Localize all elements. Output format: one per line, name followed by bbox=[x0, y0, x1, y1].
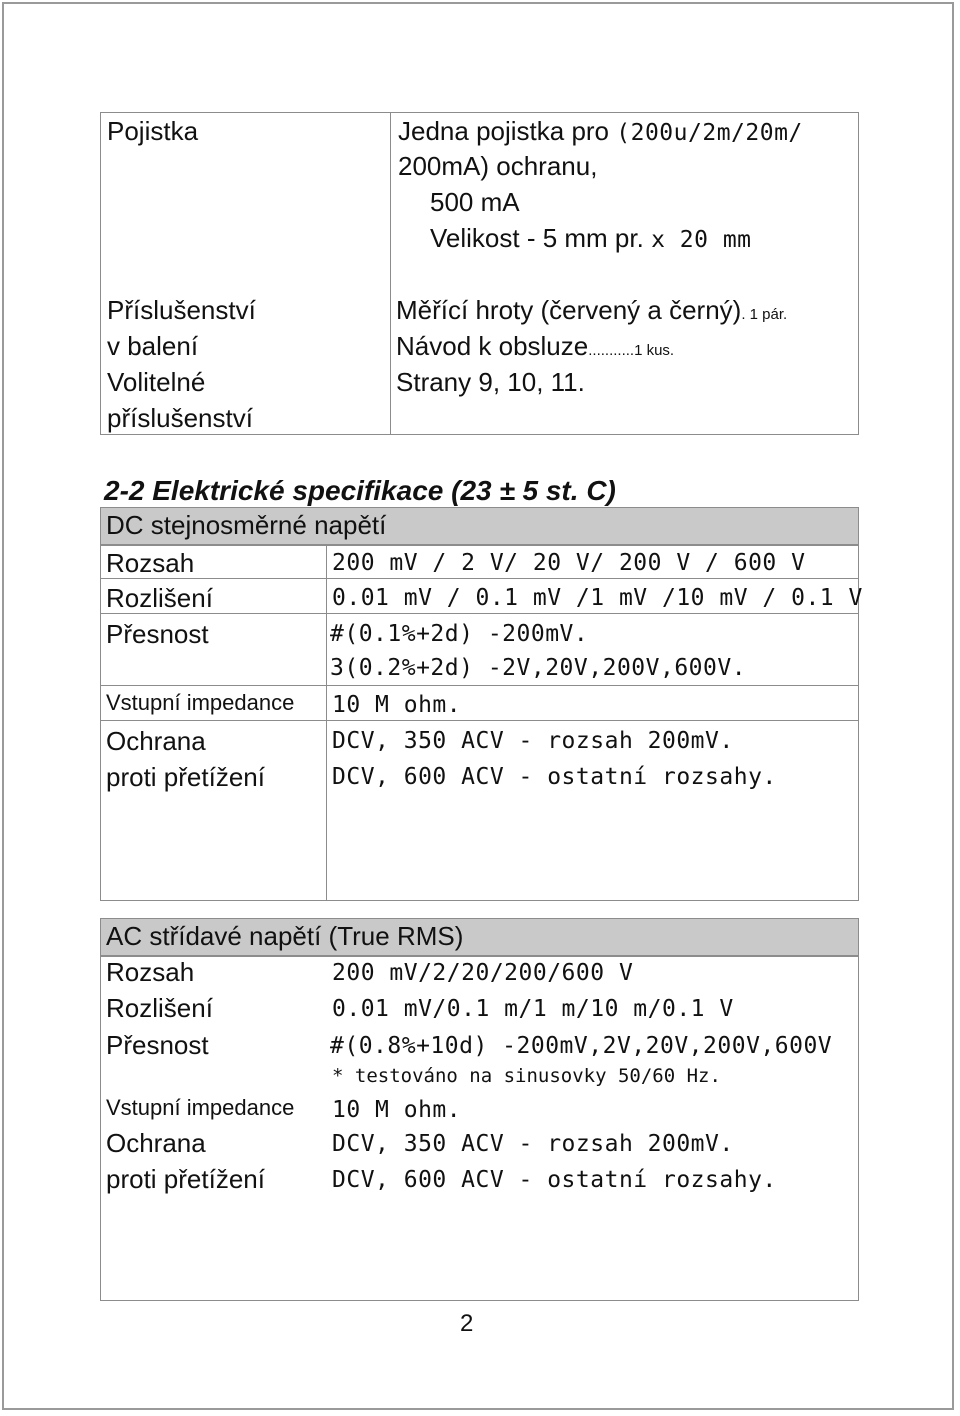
dc-column-divider bbox=[326, 545, 327, 901]
dc-row-divider bbox=[100, 685, 859, 686]
fuse-label: Pojistka bbox=[107, 116, 199, 146]
section-title: 2-2 Elektrické specifikace (23 ± 5 st. C) bbox=[104, 475, 616, 506]
ac-protection-label-1: Ochrana bbox=[106, 1128, 206, 1158]
ac-accuracy-label: Přesnost bbox=[106, 1030, 209, 1060]
dc-impedance-label: Vstupní impedance bbox=[106, 690, 295, 715]
dc-protection-label-2: proti přetížení bbox=[106, 762, 265, 792]
accessories-line-2-qty: ...........1 kus. bbox=[588, 342, 675, 359]
accessories-line-2 bbox=[396, 331, 674, 362]
ac-impedance-value: 10 M ohm. bbox=[332, 1097, 462, 1123]
fuse-line-1 bbox=[398, 116, 803, 147]
dc-range-label: Rozsah bbox=[106, 548, 195, 578]
dc-resolution-label: Rozlišení bbox=[106, 583, 213, 613]
dc-protection-value-1: DCV, 350 ACV - rozsah 200mV. bbox=[332, 728, 734, 754]
ac-protection-value-1: DCV, 350 ACV - rozsah 200mV. bbox=[332, 1131, 734, 1157]
accessories-line-1 bbox=[396, 295, 787, 326]
dc-header: DC stejnosměrné napětí bbox=[106, 510, 387, 540]
fuse-line-1-spec: (200u/2m/20m/ bbox=[616, 120, 803, 146]
ac-protection-value-2: DCV, 600 ACV - ostatní rozsahy. bbox=[332, 1167, 777, 1193]
accessories-line-1-qty: . 1 pár. bbox=[741, 306, 788, 323]
fuse-line-1-text: Jedna pojistka pro bbox=[398, 116, 610, 146]
fuse-line-2: 200mA) ochranu, bbox=[398, 151, 598, 181]
dc-range-value: 200 mV / 2 V/ 20 V/ 200 V / 600 V bbox=[332, 550, 806, 576]
optional-label-1: Volitelné bbox=[107, 367, 206, 397]
dc-row-divider bbox=[100, 613, 859, 614]
page-number: 2 bbox=[460, 1310, 474, 1337]
dc-accuracy-value-2: 3(0.2%+2d) -2V,20V,200V,600V. bbox=[330, 655, 747, 681]
ac-header: AC střídavé napětí (True RMS) bbox=[106, 921, 464, 951]
dc-resolution-value: 0.01 mV / 0.1 mV /1 mV /10 mV / 0.1 V bbox=[332, 585, 863, 611]
dc-protection-label-1: Ochrana bbox=[106, 726, 206, 756]
fuse-line-4-text: Velikost - 5 mm pr. bbox=[430, 223, 644, 253]
ac-range-value: 200 mV/2/20/200/600 V bbox=[332, 960, 634, 986]
ac-accuracy-value-1: #(0.8%+10d) -200mV,2V,20V,200V,600V bbox=[330, 1033, 833, 1059]
dc-accuracy-label: Přesnost bbox=[106, 619, 209, 649]
dc-protection-value-2: DCV, 600 ACV - ostatní rozsahy. bbox=[332, 764, 777, 790]
optional-label-2: příslušenství bbox=[107, 403, 253, 433]
ac-impedance-label: Vstupní impedance bbox=[106, 1095, 295, 1120]
accessories-line-2-text: Návod k obsluze bbox=[396, 331, 589, 361]
ac-accuracy-note: * testováno na sinusovky 50/60 Hz. bbox=[332, 1065, 721, 1087]
dc-impedance-value: 10 M ohm. bbox=[332, 692, 462, 718]
ac-protection-label-2: proti přetížení bbox=[106, 1164, 265, 1194]
accessories-line-1-text: Měřící hroty (červený a černý) bbox=[396, 295, 742, 325]
column-divider bbox=[390, 112, 391, 435]
fuse-line-4 bbox=[430, 223, 752, 254]
ac-range-label: Rozsah bbox=[106, 957, 195, 987]
dc-row-divider bbox=[100, 578, 859, 579]
ac-resolution-label: Rozlišení bbox=[106, 993, 213, 1023]
dc-accuracy-value-1: #(0.1%+2d) -200mV. bbox=[330, 621, 589, 647]
fuse-line-3: 500 mA bbox=[430, 187, 520, 217]
dc-row-divider bbox=[100, 720, 859, 721]
fuse-line-4-spec: x 20 mm bbox=[651, 227, 752, 253]
accessories-label-2: v balení bbox=[107, 331, 199, 361]
ac-resolution-value: 0.01 mV/0.1 m/1 m/10 m/0.1 V bbox=[332, 996, 734, 1022]
optional-value: Strany 9, 10, 11. bbox=[396, 367, 585, 397]
accessories-label-1: Příslušenství bbox=[107, 295, 256, 325]
